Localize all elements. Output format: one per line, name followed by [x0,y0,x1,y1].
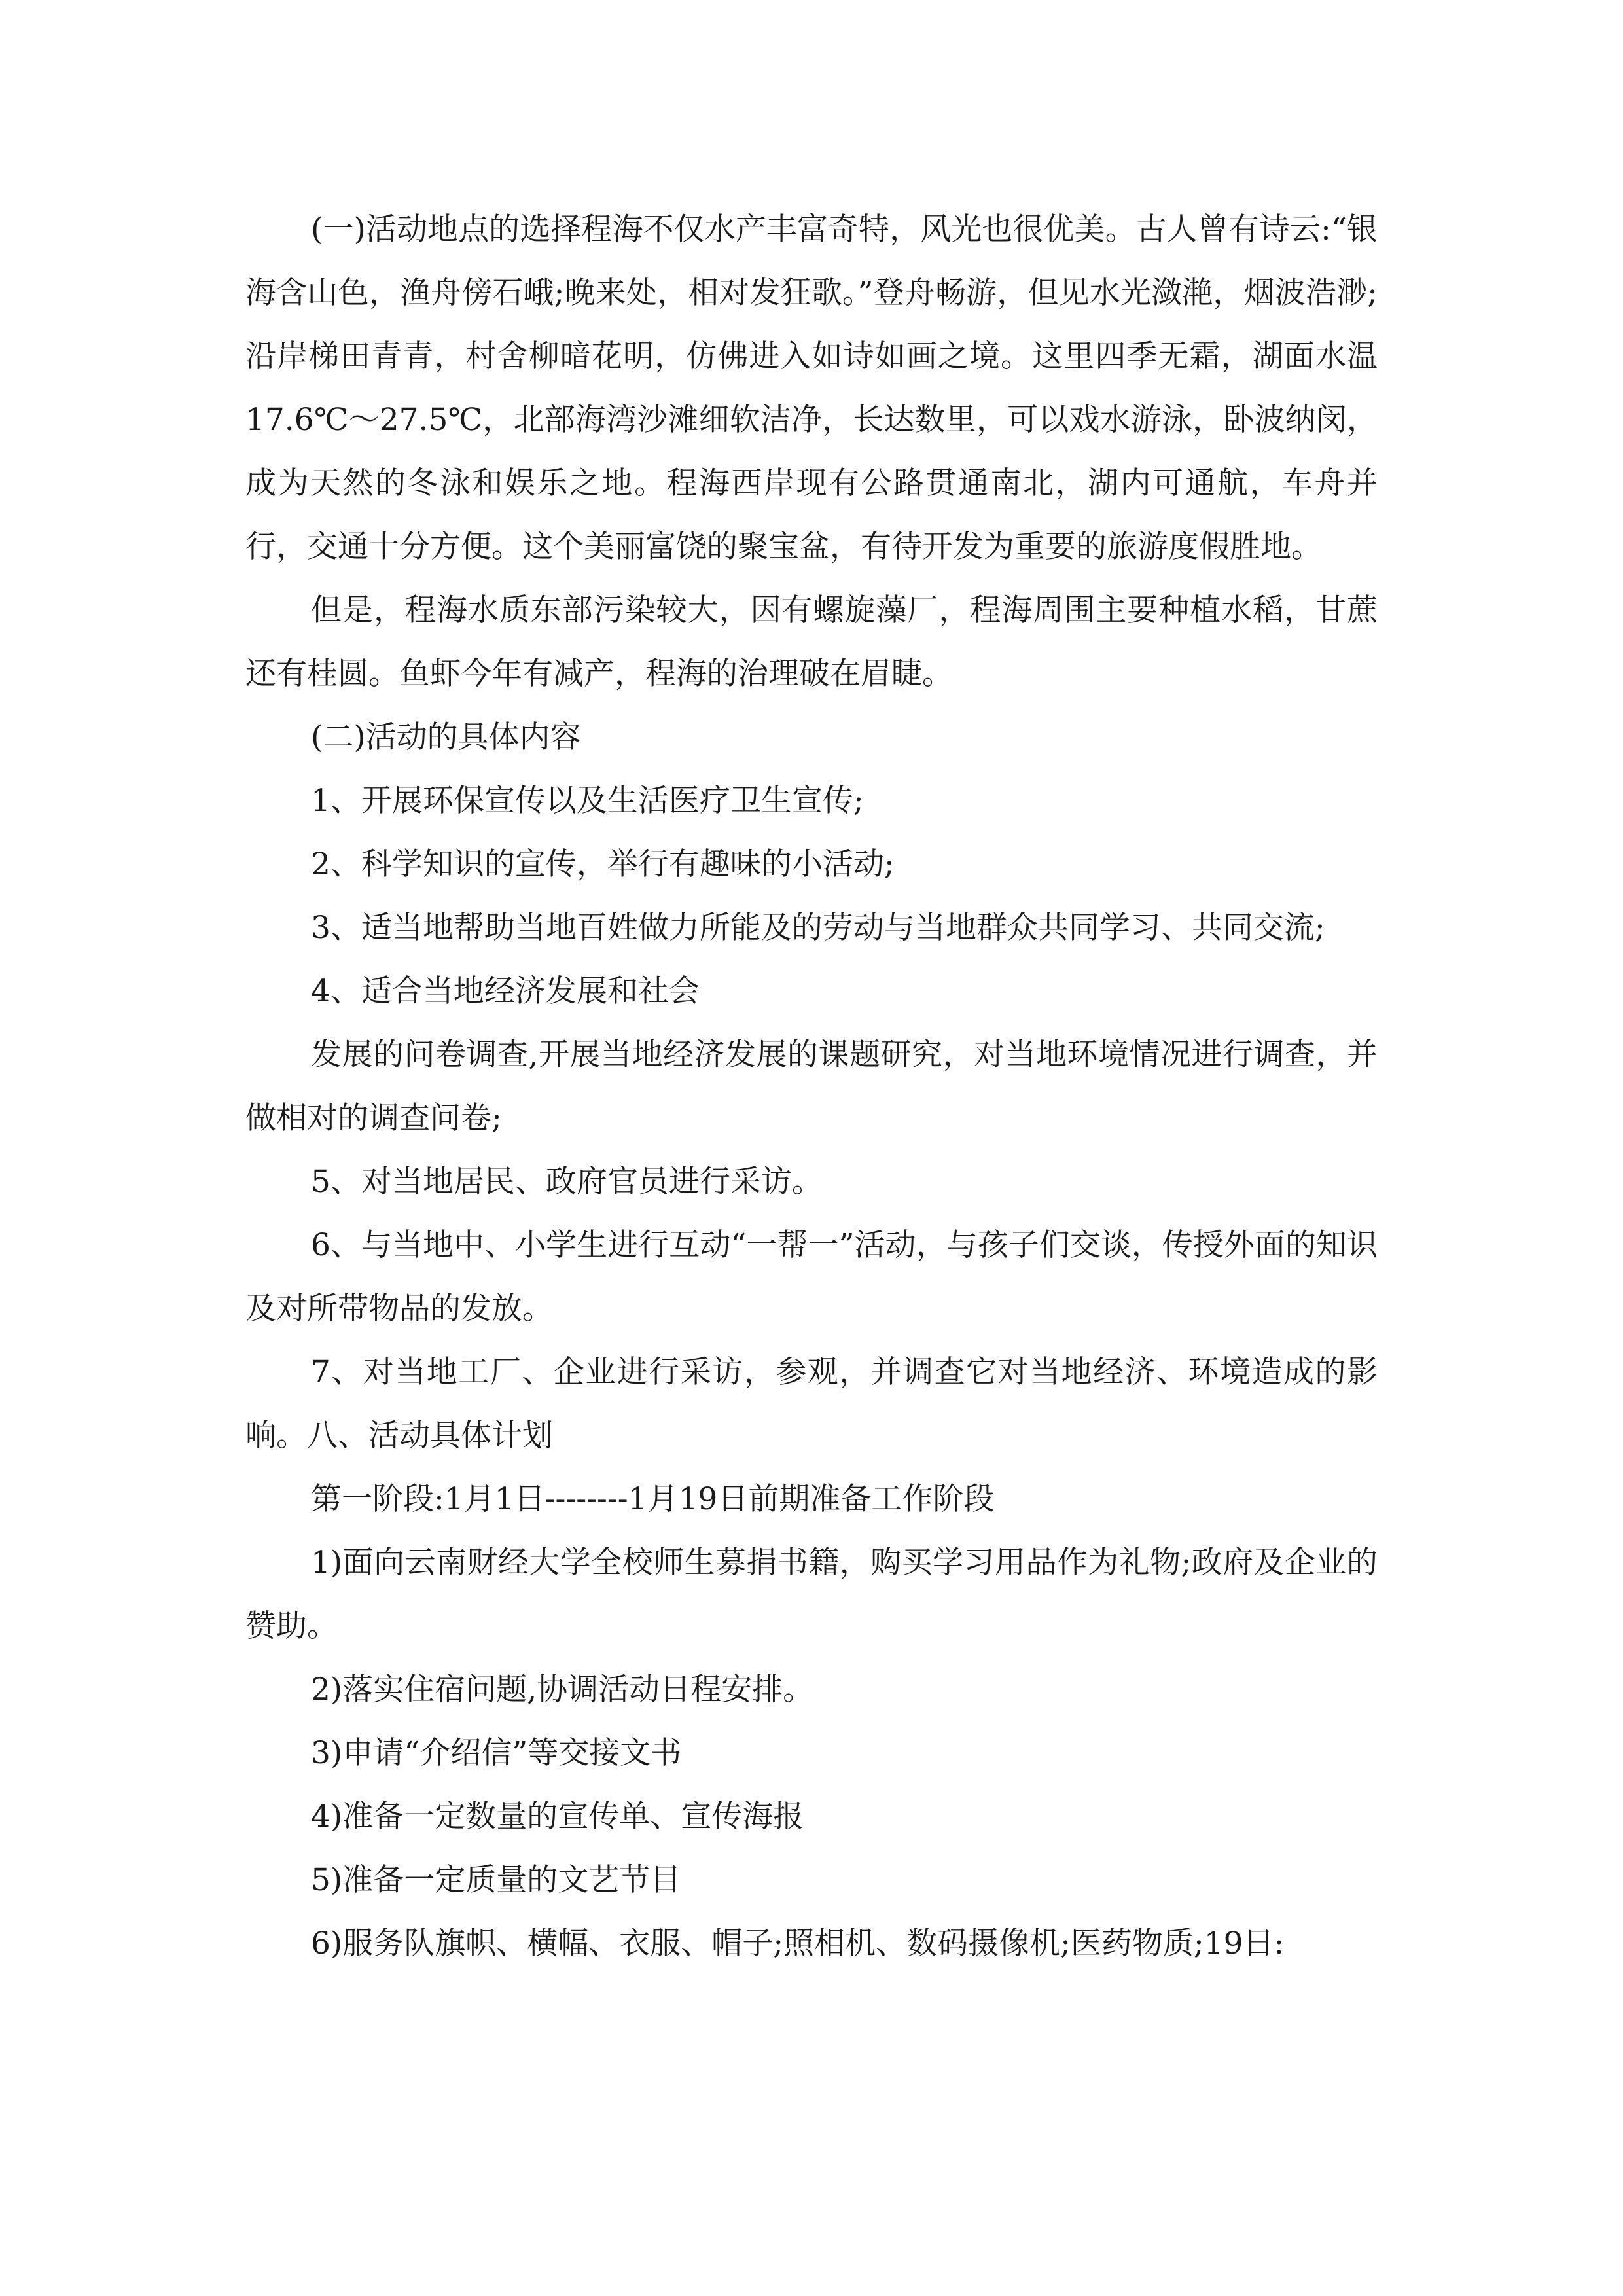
phase-item-3: 3)申请“介绍信”等交接文书 [311,1735,682,1771]
list-item-1: 1、开展环保宣传以及生活医疗卫生宣传; [311,783,864,819]
list-item-5: 5、对当地居民、政府官员进行采访。 [311,1164,823,1200]
phase-item-2: 2)落实住宿问题,协调活动日程安排。 [311,1672,814,1708]
phase-item-5: 5)准备一定质量的文艺节目 [311,1862,681,1898]
paragraph-location-intro: (一)活动地点的选择程海不仅水产丰富奇特，风光也很优美。古人曾有诗云:“银海含山色，渔舟傍石峨;晚来处，相对发狂歌。”登舟畅游，但见水光潋滟，烟波浩渺;沿岸梯田青青，村舍柳暗花明，仿佛进入如诗如画之境。这里四季无霜，湖面水温17.6℃～27.5℃，北部海湾沙滩细软洁净，长达数里，可以戏水游泳，卧波纳闵，成为天然的冬泳和娱乐之地。程海西岸现有公路贯通南北，湖内可通航，车舟并行，交通十分方便。这个美丽富饶的聚宝盆，有待开发为重要的旅游度假胜地。 [245,211,1378,565]
paragraph-pollution: 但是，程海水质东部污染较大，因有螺旋藻厂，程海周围主要种植水稻，甘蔗还有桂圆。鱼虾今年有减产，程海的治理破在眉睫。 [245,592,1378,692]
phase-item-4: 4)准备一定数量的宣传单、宣传海报 [311,1799,804,1835]
list-item-4: 4、适合当地经济发展和社会 [311,973,700,1009]
phase-item-1: 1)面向云南财经大学全校师生募捐书籍，购买学习用品作为礼物;政府及企业的赞助。 [245,1545,1378,1644]
phase-one-heading: 第一阶段:1月1日--------1月19日前期准备工作阶段 [311,1481,995,1517]
list-item-6: 6、与当地中、小学生进行互动“一帮一”活动，与孩子们交谈，传授外面的知识及对所带物品的发放。 [245,1227,1378,1327]
phase-item-6: 6)服务队旗帜、横幅、衣服、帽子;照相机、数码摄像机;医药物质;19日: [311,1926,1285,1962]
list-item-4-continued: 发展的问卷调查,开展当地经济发展的课题研究，对当地环境情况进行调查，并做相对的调查问卷; [245,1037,1378,1136]
list-item-2: 2、科学知识的宣传，举行有趣味的小活动; [311,846,895,882]
section-heading-activity-content: (二)活动的具体内容 [311,719,581,755]
document-body [245,198,1378,1975]
list-item-7: 7、对当地工厂、企业进行采访，参观，并调查它对当地经济、环境造成的影响。八、活动具体计划 [245,1354,1378,1454]
list-item-3: 3、适当地帮助当地百姓做力所能及的劳动与当地群众共同学习、共同交流; [311,910,1325,946]
